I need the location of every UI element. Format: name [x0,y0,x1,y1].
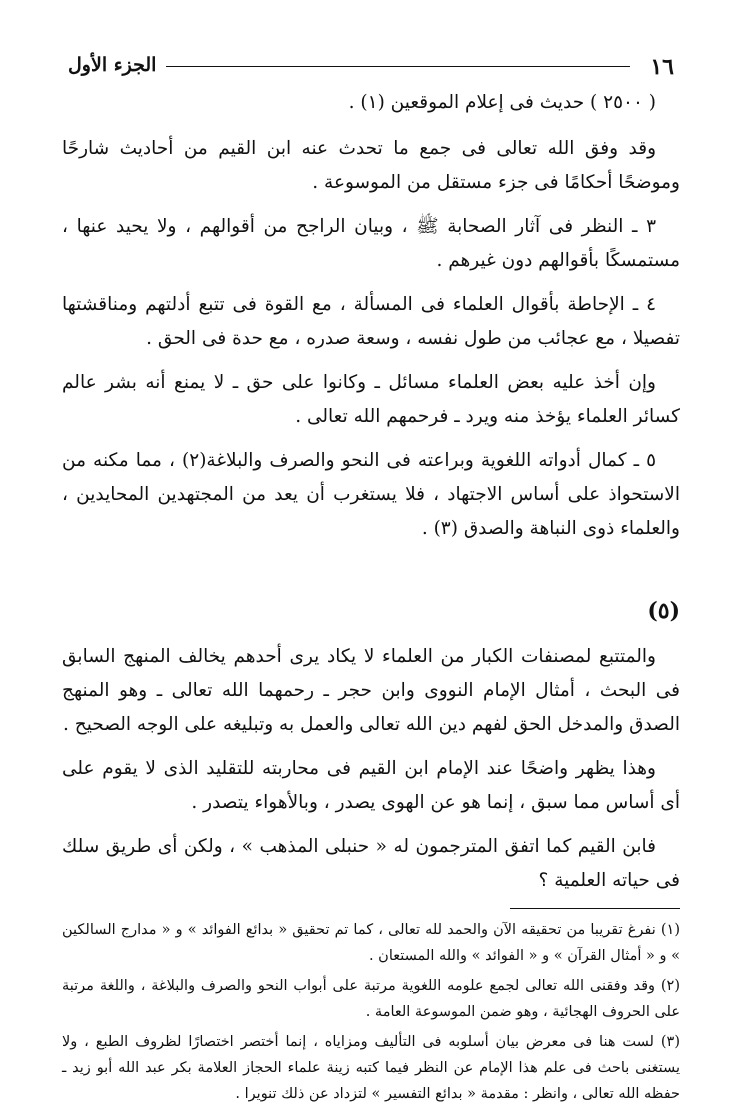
footnote: (٣) لست هنا فى معرض بيان أسلوبه فى التأليف ومزاياه ، إنما أختصر اختصارًا لظروف الطبع ، ولا يستغنى باحث فى علم هذا الإمام عن النظر فيما كتبه زينة علماء الحجاز العلامة بكر عبد الله أبو زيد ـ حفظه الله تعالى ، وانظر : مقدمة « بدائع التفسير » لتزداد عن ذلك تنويرا . [62,1034,680,1102]
paragraph: ٥ ـ كمال أدواته اللغوية وبراعته فى النحو والصرف والبلاغة(٢) ، مما مكنه من الاستحواذ على أساس الاجتهاد ، فلا يستغرب أن يعد من المجتهدين المحايدين ، والعلماء ذوى النباهة والصدق (٣) . [62,450,680,539]
footnotes [62,917,680,1107]
footnote-rule [510,908,680,909]
footnote: (١) نفرغ تقريبا من تحقيقه الآن والحمد لله تعالى ، كما تم تحقيق « بدائع الفوائد » و « مدارج السالكين » و « أمثال القرآن » و « الفوائد » والله المستعان . [62,922,680,964]
paragraph: ٤ ـ الإحاطة بأقوال العلماء فى المسألة ، مع القوة فى تتبع أدلتهم ومناقشتها تفصيلا ، مع عجائب من طول نفسه ، وسعة صدره ، مع حدة فى الحق . [62,294,680,349]
section-heading: (٥) [647,598,680,624]
paragraph: وهذا يظهر واضحًا عند الإمام ابن القيم فى محاربته للتقليد الذى لا يقوم على أى أساس مما سبق ، إنما هو عن الهوى يصدر ، وبالأهواء يتصدر . [62,758,680,813]
footnote: (٢) وقد وفقنى الله تعالى لجمع علومه اللغوية مرتبة على أبواب النحو والصرف والبلاغة ، واللغة مرتبة على الحروف الهجائية ، وهو ضمن الموسوعة العامة . [62,978,680,1020]
page [62,52,680,1111]
paragraph: وقد وفق الله تعالى فى جمع ما تحدث عنه ابن القيم من أحاديث شارحًا وموضحًا أحكامًا فى جزء مستقل من الموسوعة . [62,138,680,193]
paragraph: ( ٢٥٠٠ ) حديث فى إعلام الموقعين (١) . [348,92,656,113]
part-title: الجزء الأول [68,54,157,76]
main-text [62,86,680,898]
paragraph: والمتتبع لمصنفات الكبار من العلماء لا يكاد يرى أحدهم يخالف المنهج السابق فى البحث ، أمثال الإمام النووى وابن حجر ـ رحمهما الله تعالى ـ وهو المنهج الصدق والمدخل الحق لفهم دين الله تعالى والعمل به وتبليغه على الوجه الصحيح . [62,646,680,735]
page-number: ١٦ [650,54,674,80]
paragraph: وإن أخذ عليه بعض العلماء مسائل ـ وكانوا على حق ـ لا يمنع أنه بشر عالم كسائر العلماء يؤخذ منه ويرد ـ فرحمهم الله تعالى . [62,372,680,427]
paragraph: ٣ ـ النظر فى آثار الصحابة ﷺ ، وبيان الراجح من أقوالهم ، ولا يحيد عنها ، مستمسكًا بأقوالهم دون غيرهم . [62,216,680,271]
header-rule [166,66,630,67]
paragraph: فابن القيم كما اتفق المترجمون له « حنبلى المذهب » ، ولكن أى طريق سلك فى حياته العلمية ؟ [62,836,680,891]
running-header [62,52,680,86]
